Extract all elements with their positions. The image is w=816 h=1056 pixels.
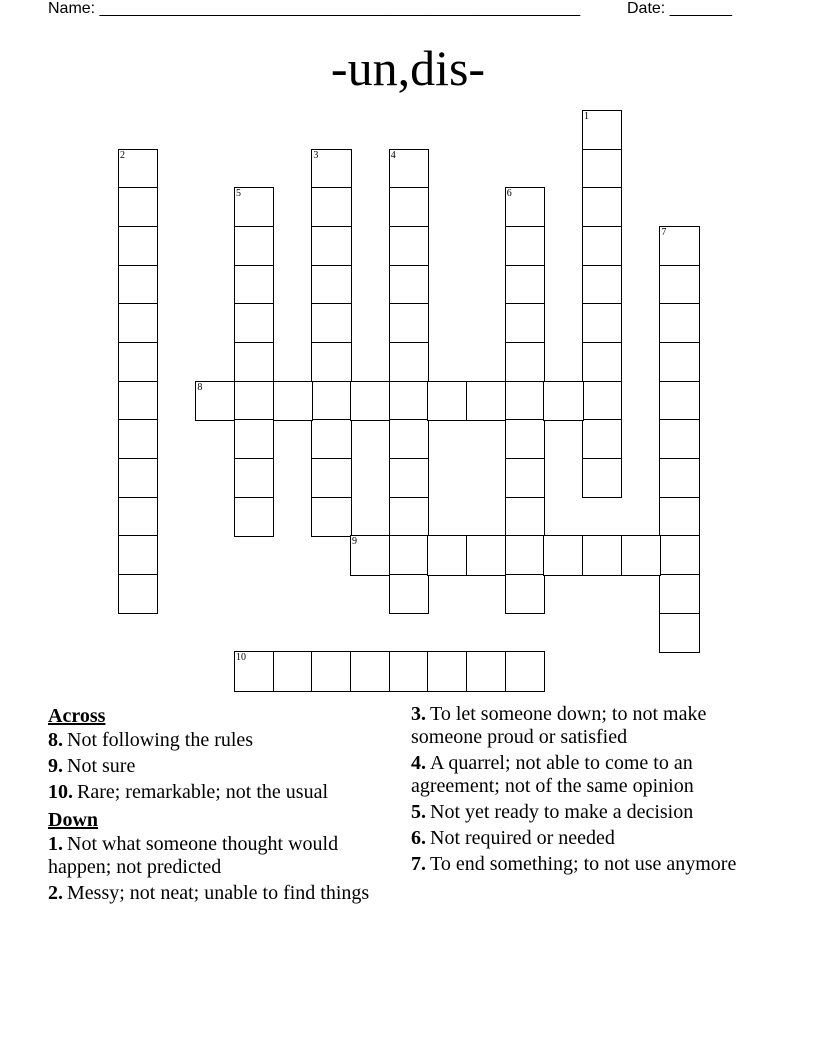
grid-cell[interactable] [582, 342, 622, 382]
grid-cell[interactable] [118, 226, 158, 266]
cell-number: 9 [352, 536, 358, 548]
grid-cell[interactable] [234, 265, 274, 305]
grid-cell[interactable] [311, 303, 351, 343]
grid-cell[interactable] [659, 381, 699, 421]
grid-cell[interactable] [389, 651, 429, 691]
grid-cell[interactable] [389, 458, 429, 498]
grid-cell[interactable] [234, 458, 274, 498]
grid-cell[interactable] [582, 303, 622, 343]
clue-down-1: 1. Not what someone thought would happen; not predicted [48, 833, 339, 878]
grid-cell[interactable] [505, 535, 545, 575]
clues-right-column [411, 703, 761, 879]
grid-cell[interactable] [582, 458, 622, 498]
grid-cell[interactable] [118, 535, 158, 575]
grid-cell[interactable] [389, 497, 429, 537]
grid-cell[interactable] [234, 342, 274, 382]
grid-cell[interactable] [118, 342, 158, 382]
grid-cell[interactable] [311, 419, 351, 459]
grid-cell[interactable] [505, 226, 545, 266]
grid-cell[interactable] [311, 226, 351, 266]
grid-cell[interactable] [118, 149, 158, 189]
grid-cell[interactable] [234, 419, 274, 459]
grid-cell[interactable] [118, 187, 158, 227]
grid-cell[interactable] [543, 535, 583, 575]
cell-number: 3 [313, 149, 319, 161]
grid-cell[interactable] [427, 651, 467, 691]
grid-cell[interactable] [234, 226, 274, 266]
grid-cell[interactable] [311, 342, 351, 382]
grid-cell[interactable] [543, 381, 583, 421]
grid-cell[interactable] [389, 381, 429, 421]
grid-cell[interactable] [234, 381, 274, 421]
clue-across-9: 9. Not sure [48, 755, 136, 777]
grid-cell[interactable] [427, 381, 467, 421]
grid-cell[interactable] [659, 419, 699, 459]
grid-cell[interactable] [234, 187, 274, 227]
grid-cell[interactable] [118, 419, 158, 459]
date-blank: _______ [669, 0, 732, 17]
grid-cell[interactable] [311, 458, 351, 498]
grid-cell[interactable] [118, 458, 158, 498]
grid-cell[interactable] [582, 187, 622, 227]
grid-cell[interactable] [505, 187, 545, 227]
name-field[interactable] [48, 0, 580, 18]
grid-cell[interactable] [427, 535, 467, 575]
grid-cell[interactable] [659, 303, 699, 343]
grid-cell[interactable] [505, 342, 545, 382]
grid-cell[interactable] [659, 265, 699, 305]
cell-number: 1 [584, 111, 590, 122]
grid-cell[interactable] [582, 265, 622, 305]
grid-cell[interactable] [505, 303, 545, 343]
grid-cell[interactable] [389, 303, 429, 343]
grid-cell[interactable] [466, 381, 506, 421]
cell-number: 6 [506, 188, 512, 200]
grid-cell[interactable] [389, 342, 429, 382]
grid-cell[interactable] [659, 342, 699, 382]
grid-cell[interactable] [350, 381, 390, 421]
grid-cell[interactable] [582, 381, 622, 421]
clue-down-6: 6. Not required or needed [411, 827, 615, 849]
grid-cell[interactable] [582, 149, 622, 189]
grid-cell[interactable] [505, 419, 545, 459]
grid-cell[interactable] [582, 226, 622, 266]
name-blank: ______________________________________________________ [99, 0, 581, 17]
grid-cell[interactable] [389, 187, 429, 227]
clue-down-2: 2. Messy; not neat; unable to find things [48, 882, 370, 904]
across-heading: Across [48, 705, 106, 727]
grid-cell[interactable] [659, 535, 699, 575]
grid-cell[interactable] [350, 651, 390, 691]
grid-cell[interactable] [466, 535, 506, 575]
grid-cell[interactable] [505, 458, 545, 498]
grid-cell[interactable] [505, 651, 545, 691]
clues-left-column [48, 703, 393, 908]
clue-down-4: 4. A quarrel; not able to come to an agreement; not of the same opinion [411, 752, 694, 797]
clue-down-7: 7. To end something; to not use anymore [411, 853, 737, 875]
grid-cell[interactable] [118, 497, 158, 537]
grid-cell[interactable] [659, 613, 699, 653]
grid-cell[interactable] [389, 226, 429, 266]
grid-cell[interactable] [118, 574, 158, 614]
grid-cell[interactable] [466, 651, 506, 691]
date-label: Date: [627, 0, 666, 17]
cell-number: 8 [197, 381, 203, 393]
grid-cell[interactable] [389, 535, 429, 575]
grid-cell[interactable] [505, 381, 545, 421]
grid-cell[interactable] [350, 535, 390, 575]
grid-cell[interactable] [582, 535, 622, 575]
grid-cell[interactable] [659, 497, 699, 537]
grid-cell[interactable] [389, 574, 429, 614]
grid-cell[interactable] [389, 419, 429, 459]
grid-cell[interactable] [659, 458, 699, 498]
grid-cell[interactable] [234, 651, 274, 691]
down-heading: Down [48, 809, 99, 831]
grid-cell[interactable] [234, 497, 274, 537]
grid-cell[interactable] [659, 226, 699, 266]
cell-number: 4 [390, 149, 396, 161]
puzzle-title: -un,dis- [330, 40, 486, 96]
grid-cell[interactable] [311, 497, 351, 537]
grid-cell[interactable] [389, 265, 429, 305]
grid-cell[interactable] [234, 303, 274, 343]
grid-cell[interactable] [273, 651, 313, 691]
grid-cell[interactable] [311, 265, 351, 305]
grid-cell[interactable] [273, 381, 313, 421]
cell-number: 2 [120, 149, 125, 161]
grid-cell[interactable] [195, 381, 235, 421]
clue-down-3: 3. To let someone down; to not make someone proud or satisfied [411, 703, 707, 748]
name-label: Name: [48, 0, 96, 17]
grid-cell[interactable] [311, 651, 351, 691]
grid-cell[interactable] [118, 265, 158, 305]
grid-cell[interactable] [659, 574, 699, 614]
grid-cell[interactable] [311, 381, 351, 421]
cell-number: 7 [661, 227, 667, 238]
cell-number: 10 [236, 652, 246, 664]
date-field[interactable] [627, 0, 732, 18]
grid-cell[interactable] [621, 535, 661, 575]
grid-cell[interactable] [582, 110, 622, 150]
grid-cell[interactable] [389, 149, 429, 189]
grid-cell[interactable] [118, 303, 158, 343]
grid-cell[interactable] [582, 419, 622, 459]
grid-cell[interactable] [311, 187, 351, 227]
grid-cell[interactable] [505, 574, 545, 614]
grid-cell[interactable] [118, 381, 158, 421]
grid-cell[interactable] [311, 149, 351, 189]
clue-across-10: 10. Rare; remarkable; not the usual [48, 781, 329, 803]
cell-number: 5 [236, 188, 241, 200]
clue-across-8: 8. Not following the rules [48, 729, 254, 751]
clue-down-5: 5. Not yet ready to make a decision [411, 801, 694, 823]
grid-cell[interactable] [505, 265, 545, 305]
grid-cell[interactable] [505, 497, 545, 537]
